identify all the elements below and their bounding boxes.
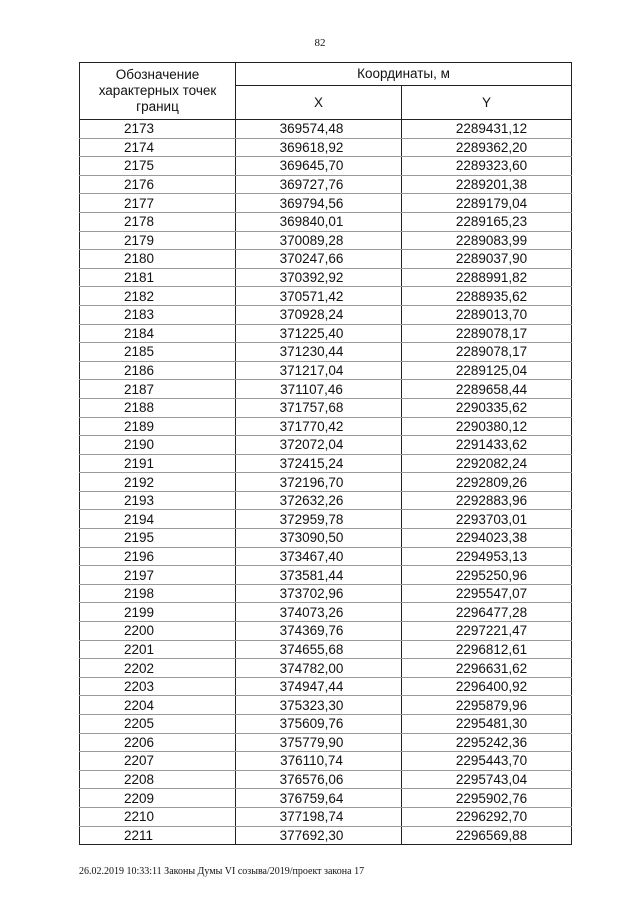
y-coordinate-cell: 2295879,96 [402, 696, 572, 715]
x-coordinate-cell: 370089,28 [236, 231, 402, 250]
header-point-label: Обозначение характерных точек границ [80, 63, 236, 120]
y-coordinate-cell: 2288991,82 [402, 268, 572, 287]
point-number-cell: 2175 [80, 157, 236, 176]
y-coordinate-cell: 2296631,62 [402, 659, 572, 678]
point-number-cell: 2208 [80, 770, 236, 789]
x-coordinate-cell: 375609,76 [236, 715, 402, 734]
x-coordinate-cell: 377692,30 [236, 826, 402, 845]
point-number-cell: 2190 [80, 436, 236, 455]
point-number-cell: 2209 [80, 789, 236, 808]
table-row [80, 212, 572, 231]
x-coordinate-cell: 369727,76 [236, 175, 402, 194]
x-coordinate-cell: 374782,00 [236, 659, 402, 678]
y-coordinate-cell: 2290380,12 [402, 417, 572, 436]
header-y: Y [402, 86, 572, 120]
y-coordinate-cell: 2289078,17 [402, 343, 572, 362]
x-coordinate-cell: 371757,68 [236, 398, 402, 417]
x-coordinate-cell: 371217,04 [236, 361, 402, 380]
point-number-cell: 2176 [80, 175, 236, 194]
point-number-cell: 2186 [80, 361, 236, 380]
point-number-cell: 2179 [80, 231, 236, 250]
header-x: X [236, 86, 402, 120]
x-coordinate-cell: 369618,92 [236, 138, 402, 157]
point-number-cell: 2207 [80, 752, 236, 771]
point-number-cell: 2211 [80, 826, 236, 845]
x-coordinate-cell: 376576,06 [236, 770, 402, 789]
table-row [80, 157, 572, 176]
y-coordinate-cell: 2295743,04 [402, 770, 572, 789]
point-number-cell: 2194 [80, 510, 236, 529]
y-coordinate-cell: 2296569,88 [402, 826, 572, 845]
y-coordinate-cell: 2297221,47 [402, 622, 572, 641]
point-number-cell: 2184 [80, 324, 236, 343]
y-coordinate-cell: 2295902,76 [402, 789, 572, 808]
x-coordinate-cell: 372072,04 [236, 436, 402, 455]
point-number-cell: 2201 [80, 640, 236, 659]
x-coordinate-cell: 370247,66 [236, 250, 402, 269]
point-number-cell: 2195 [80, 529, 236, 548]
point-number-cell: 2205 [80, 715, 236, 734]
x-coordinate-cell: 371107,46 [236, 380, 402, 399]
table-row [80, 640, 572, 659]
table-row [80, 510, 572, 529]
point-number-cell: 2191 [80, 454, 236, 473]
y-coordinate-cell: 2289323,60 [402, 157, 572, 176]
table-row [80, 529, 572, 548]
y-coordinate-cell: 2295481,30 [402, 715, 572, 734]
table-row [80, 454, 572, 473]
x-coordinate-cell: 375323,30 [236, 696, 402, 715]
x-coordinate-cell: 373467,40 [236, 547, 402, 566]
footer-stamp: 26.02.2019 10:33:11 Законы Думы VI созыва/2019/проект закона 17 [79, 866, 365, 877]
x-coordinate-cell: 371770,42 [236, 417, 402, 436]
point-number-cell: 2199 [80, 603, 236, 622]
table-row [80, 324, 572, 343]
y-coordinate-cell: 2295242,36 [402, 733, 572, 752]
y-coordinate-cell: 2289165,23 [402, 212, 572, 231]
point-number-cell: 2210 [80, 807, 236, 826]
y-coordinate-cell: 2292082,24 [402, 454, 572, 473]
x-coordinate-cell: 377198,74 [236, 807, 402, 826]
point-number-cell: 2193 [80, 491, 236, 510]
point-number-cell: 2189 [80, 417, 236, 436]
x-coordinate-cell: 371230,44 [236, 343, 402, 362]
table-row [80, 138, 572, 157]
x-coordinate-cell: 374655,68 [236, 640, 402, 659]
table-row [80, 231, 572, 250]
table-row [80, 380, 572, 399]
x-coordinate-cell: 373581,44 [236, 566, 402, 585]
x-coordinate-cell: 370928,24 [236, 305, 402, 324]
point-number-cell: 2178 [80, 212, 236, 231]
y-coordinate-cell: 2289125,04 [402, 361, 572, 380]
point-number-cell: 2198 [80, 584, 236, 603]
x-coordinate-cell: 372959,78 [236, 510, 402, 529]
y-coordinate-cell: 2296400,92 [402, 677, 572, 696]
y-coordinate-cell: 2289179,04 [402, 194, 572, 213]
table-row [80, 361, 572, 380]
point-number-cell: 2188 [80, 398, 236, 417]
point-number-cell: 2183 [80, 305, 236, 324]
table-row [80, 752, 572, 771]
table-row [80, 566, 572, 585]
point-number-cell: 2192 [80, 473, 236, 492]
x-coordinate-cell: 376110,74 [236, 752, 402, 771]
point-number-cell: 2180 [80, 250, 236, 269]
table-row [80, 343, 572, 362]
point-number-cell: 2174 [80, 138, 236, 157]
y-coordinate-cell: 2296292,70 [402, 807, 572, 826]
x-coordinate-cell: 372196,70 [236, 473, 402, 492]
page-number: 82 [314, 37, 326, 49]
point-number-cell: 2196 [80, 547, 236, 566]
x-coordinate-cell: 376759,64 [236, 789, 402, 808]
y-coordinate-cell: 2296477,28 [402, 603, 572, 622]
table-row [80, 175, 572, 194]
y-coordinate-cell: 2292883,96 [402, 491, 572, 510]
table-row [80, 417, 572, 436]
x-coordinate-cell: 374369,76 [236, 622, 402, 641]
table-row [80, 807, 572, 826]
table-row [80, 305, 572, 324]
point-number-cell: 2185 [80, 343, 236, 362]
table-row [80, 770, 572, 789]
y-coordinate-cell: 2295250,96 [402, 566, 572, 585]
y-coordinate-cell: 2289013,70 [402, 305, 572, 324]
y-coordinate-cell: 2289658,44 [402, 380, 572, 399]
table-row [80, 120, 572, 139]
table-row [80, 436, 572, 455]
point-number-cell: 2173 [80, 120, 236, 139]
point-number-cell: 2203 [80, 677, 236, 696]
y-coordinate-cell: 2293703,01 [402, 510, 572, 529]
point-number-cell: 2197 [80, 566, 236, 585]
point-number-cell: 2202 [80, 659, 236, 678]
x-coordinate-cell: 369794,56 [236, 194, 402, 213]
table-row [80, 547, 572, 566]
y-coordinate-cell: 2289201,38 [402, 175, 572, 194]
table-row [80, 826, 572, 845]
x-coordinate-cell: 370571,42 [236, 287, 402, 306]
table-row [80, 194, 572, 213]
y-coordinate-cell: 2289078,17 [402, 324, 572, 343]
y-coordinate-cell: 2289431,12 [402, 120, 572, 139]
point-number-cell: 2187 [80, 380, 236, 399]
x-coordinate-cell: 369574,48 [236, 120, 402, 139]
x-coordinate-cell: 371225,40 [236, 324, 402, 343]
y-coordinate-cell: 2295547,07 [402, 584, 572, 603]
y-coordinate-cell: 2289037,90 [402, 250, 572, 269]
table-row [80, 659, 572, 678]
x-coordinate-cell: 369840,01 [236, 212, 402, 231]
table-row [80, 622, 572, 641]
y-coordinate-cell: 2289083,99 [402, 231, 572, 250]
y-coordinate-cell: 2295443,70 [402, 752, 572, 771]
x-coordinate-cell: 373702,96 [236, 584, 402, 603]
point-number-cell: 2204 [80, 696, 236, 715]
y-coordinate-cell: 2292809,26 [402, 473, 572, 492]
y-coordinate-cell: 2291433,62 [402, 436, 572, 455]
x-coordinate-cell: 374073,26 [236, 603, 402, 622]
table-row [80, 603, 572, 622]
table-row [80, 715, 572, 734]
table-row [80, 398, 572, 417]
x-coordinate-cell: 370392,92 [236, 268, 402, 287]
header-coordinates: Координаты, м [236, 63, 572, 86]
x-coordinate-cell: 369645,70 [236, 157, 402, 176]
table-row [80, 268, 572, 287]
y-coordinate-cell: 2294023,38 [402, 529, 572, 548]
table-row [80, 733, 572, 752]
x-coordinate-cell: 372632,26 [236, 491, 402, 510]
y-coordinate-cell: 2294953,13 [402, 547, 572, 566]
coordinates-table [79, 62, 572, 845]
table-row [80, 677, 572, 696]
x-coordinate-cell: 375779,90 [236, 733, 402, 752]
y-coordinate-cell: 2289362,20 [402, 138, 572, 157]
y-coordinate-cell: 2288935,62 [402, 287, 572, 306]
table-row [80, 584, 572, 603]
table-row [80, 287, 572, 306]
table-body [80, 120, 572, 845]
x-coordinate-cell: 373090,50 [236, 529, 402, 548]
point-number-cell: 2206 [80, 733, 236, 752]
y-coordinate-cell: 2290335,62 [402, 398, 572, 417]
table-row [80, 696, 572, 715]
point-number-cell: 2177 [80, 194, 236, 213]
table-row [80, 473, 572, 492]
table-row [80, 250, 572, 269]
x-coordinate-cell: 374947,44 [236, 677, 402, 696]
table-row [80, 789, 572, 808]
point-number-cell: 2200 [80, 622, 236, 641]
table-row [80, 491, 572, 510]
point-number-cell: 2182 [80, 287, 236, 306]
point-number-cell: 2181 [80, 268, 236, 287]
y-coordinate-cell: 2296812,61 [402, 640, 572, 659]
x-coordinate-cell: 372415,24 [236, 454, 402, 473]
